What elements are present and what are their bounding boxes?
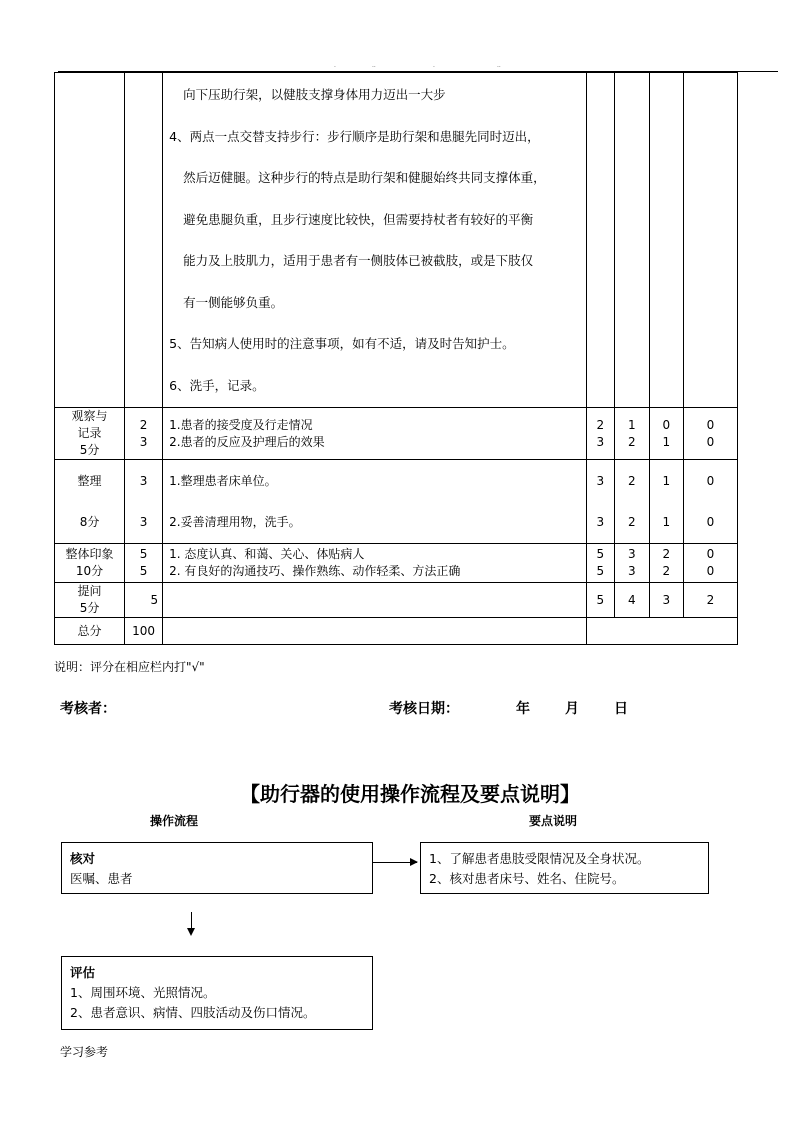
date-year: 年 bbox=[516, 701, 530, 717]
step-text: 医嘱、患者 bbox=[70, 871, 133, 886]
grade-a-cell bbox=[586, 460, 614, 544]
impression-row bbox=[55, 544, 738, 583]
procedure-line: 避免患腿负重，且步行速度比较快，但需要持杖者有较好的平衡 bbox=[183, 211, 534, 227]
process-column-heading: 操作流程 bbox=[150, 814, 199, 828]
procedure-line: 5、告知病人使用时的注意事项，如有不适，请及时告知护士。 bbox=[169, 336, 515, 351]
grade-c-cell bbox=[649, 408, 683, 460]
point-line: 1、了解患者患肢受限情况及全身状况。 bbox=[429, 851, 650, 866]
tidy-items bbox=[163, 460, 587, 544]
assess-step-box bbox=[61, 956, 373, 1030]
grade-value: 5 bbox=[596, 564, 605, 578]
points-value: 3 bbox=[139, 434, 148, 449]
grade-a-cell: 5 bbox=[586, 583, 614, 618]
grade-value: 3 bbox=[596, 473, 605, 488]
grade-value: 3 bbox=[627, 564, 636, 578]
header-dot: ·· bbox=[372, 64, 376, 71]
procedure-line: 6、洗手，记录。 bbox=[169, 377, 265, 393]
procedure-row bbox=[55, 73, 738, 408]
grade-value: 2 bbox=[662, 547, 671, 561]
grade-value: 0 bbox=[662, 417, 671, 432]
grade-value: 0 bbox=[706, 417, 715, 432]
grade-value: 0 bbox=[706, 473, 715, 488]
grade-value: 1 bbox=[662, 514, 671, 529]
points-value: 5 bbox=[139, 564, 148, 578]
label-line: 5分 bbox=[79, 443, 100, 457]
label-line: 8分 bbox=[79, 514, 100, 529]
question-points: 5 bbox=[125, 583, 163, 618]
grade-b-cell: 4 bbox=[614, 583, 649, 618]
grade-value: 3 bbox=[596, 434, 605, 449]
grade-value: 3 bbox=[596, 514, 605, 529]
down-arrow-icon bbox=[191, 912, 192, 934]
footer-text: 学习参考 bbox=[60, 1045, 109, 1059]
question-label bbox=[55, 583, 125, 618]
total-points: 100 bbox=[125, 618, 163, 645]
grade-b-cell bbox=[614, 408, 649, 460]
header-dot: ·· bbox=[497, 64, 501, 71]
total-label: 总分 bbox=[55, 618, 125, 645]
grade-a-cell bbox=[586, 408, 614, 460]
grade-value: 0 bbox=[706, 434, 715, 449]
label-line: 提问 bbox=[77, 584, 102, 598]
label-line: 观察与 bbox=[71, 409, 108, 423]
procedure-line: 然后迈健腿。这种步行的特点是助行架和健腿始终共同支撑体重， bbox=[183, 170, 546, 185]
points-value: 3 bbox=[139, 473, 148, 488]
grade-c-cell bbox=[649, 544, 683, 583]
empty-cell bbox=[683, 73, 737, 408]
points-value: 2 bbox=[139, 417, 148, 432]
header-dot: · bbox=[334, 64, 336, 71]
empty-cell bbox=[55, 73, 125, 408]
points-value: 5 bbox=[139, 547, 148, 561]
points-column-heading: 要点说明 bbox=[529, 814, 578, 828]
right-arrow-icon bbox=[373, 862, 417, 863]
empty-cell bbox=[163, 618, 587, 645]
label-line: 整理 bbox=[77, 473, 102, 488]
date-month: 月 bbox=[565, 701, 579, 717]
label-line: 5分 bbox=[79, 601, 100, 615]
observe-row bbox=[55, 408, 738, 460]
observe-items bbox=[163, 408, 587, 460]
grade-d-cell bbox=[683, 544, 737, 583]
scoring-note: 说明：评分在相应栏内打"√" bbox=[54, 660, 205, 674]
observe-label bbox=[55, 408, 125, 460]
grade-value: 5 bbox=[596, 547, 605, 561]
grade-value: 3 bbox=[627, 547, 636, 561]
procedure-text-cell bbox=[163, 73, 587, 408]
grade-value: 2 bbox=[627, 434, 636, 449]
procedure-line: 4、两点一点交替支持步行：步行顺序是助行架和患腿先同时迈出， bbox=[169, 128, 540, 144]
criteria-item: 2. 有良好的沟通技巧、操作熟练、动作轻柔、方法正确 bbox=[169, 564, 461, 578]
scoring-table bbox=[54, 72, 738, 645]
tidy-points bbox=[125, 460, 163, 544]
grade-c-cell bbox=[649, 460, 683, 544]
total-row bbox=[55, 618, 738, 645]
grade-value: 2 bbox=[627, 473, 636, 488]
criteria-item: 1. 态度认真、和蔼、关心、体贴病人 bbox=[169, 547, 365, 561]
empty-cell bbox=[586, 618, 737, 645]
label-line: 10分 bbox=[75, 564, 104, 578]
grade-value: 2 bbox=[662, 564, 671, 578]
criteria-item: 2.患者的反应及护理后的效果 bbox=[169, 434, 325, 449]
procedure-line: 向下压助行架，以健肢支撑身体用力迈出一大步 bbox=[183, 87, 446, 102]
examiner-label: 考核者： bbox=[60, 701, 116, 717]
step-text: 2、患者意识、病情、四肢活动及伤口情况。 bbox=[70, 1005, 316, 1020]
criteria-item: 1.整理患者床单位。 bbox=[169, 473, 277, 488]
header-dot: · bbox=[433, 64, 435, 71]
check-points-box bbox=[420, 842, 709, 894]
impression-points bbox=[125, 544, 163, 583]
tidy-label bbox=[55, 460, 125, 544]
empty-cell bbox=[614, 73, 649, 408]
impression-items bbox=[163, 544, 587, 583]
step-title: 评估 bbox=[70, 965, 96, 980]
criteria-item: 2.妥善清理用物，洗手。 bbox=[169, 514, 301, 529]
flowchart-title: 【助行器的使用操作流程及要点说明】 bbox=[240, 782, 580, 806]
date-day: 日 bbox=[614, 701, 628, 717]
label-line: 整体印象 bbox=[65, 547, 114, 561]
empty-cell bbox=[125, 73, 163, 408]
step-text: 1、周围环境、光照情况。 bbox=[70, 985, 216, 1000]
tidy-row bbox=[55, 460, 738, 544]
procedure-line: 能力及上肢肌力，适用于患者有一侧肢体已被截肢，或是下肢仅 bbox=[183, 253, 534, 268]
procedure-line: 有一侧能够负重。 bbox=[183, 294, 284, 310]
grade-value: 0 bbox=[706, 547, 715, 561]
empty-cell bbox=[649, 73, 683, 408]
grade-b-cell bbox=[614, 460, 649, 544]
step-title: 核对 bbox=[70, 851, 96, 866]
grade-value: 2 bbox=[627, 514, 636, 529]
grade-value: 1 bbox=[662, 434, 671, 449]
grade-value: 2 bbox=[596, 417, 605, 432]
check-step-box bbox=[61, 842, 373, 894]
grade-b-cell bbox=[614, 544, 649, 583]
grade-c-cell: 3 bbox=[649, 583, 683, 618]
grade-value: 1 bbox=[662, 473, 671, 488]
question-row bbox=[55, 583, 738, 618]
grade-d-cell bbox=[683, 408, 737, 460]
grade-a-cell bbox=[586, 544, 614, 583]
label-line: 记录 bbox=[77, 426, 102, 440]
impression-label bbox=[55, 544, 125, 583]
empty-cell bbox=[586, 73, 614, 408]
grade-value: 0 bbox=[706, 514, 715, 529]
grade-d-cell: 2 bbox=[683, 583, 737, 618]
grade-d-cell bbox=[683, 460, 737, 544]
point-line: 2、核对患者床号、姓名、住院号。 bbox=[429, 871, 625, 886]
criteria-item: 1.患者的接受度及行走情况 bbox=[169, 417, 313, 432]
points-value: 3 bbox=[139, 514, 148, 529]
grade-value: 1 bbox=[627, 417, 636, 432]
empty-cell bbox=[163, 583, 587, 618]
observe-points bbox=[125, 408, 163, 460]
date-label: 考核日期： bbox=[389, 701, 459, 717]
grade-value: 0 bbox=[706, 564, 715, 578]
